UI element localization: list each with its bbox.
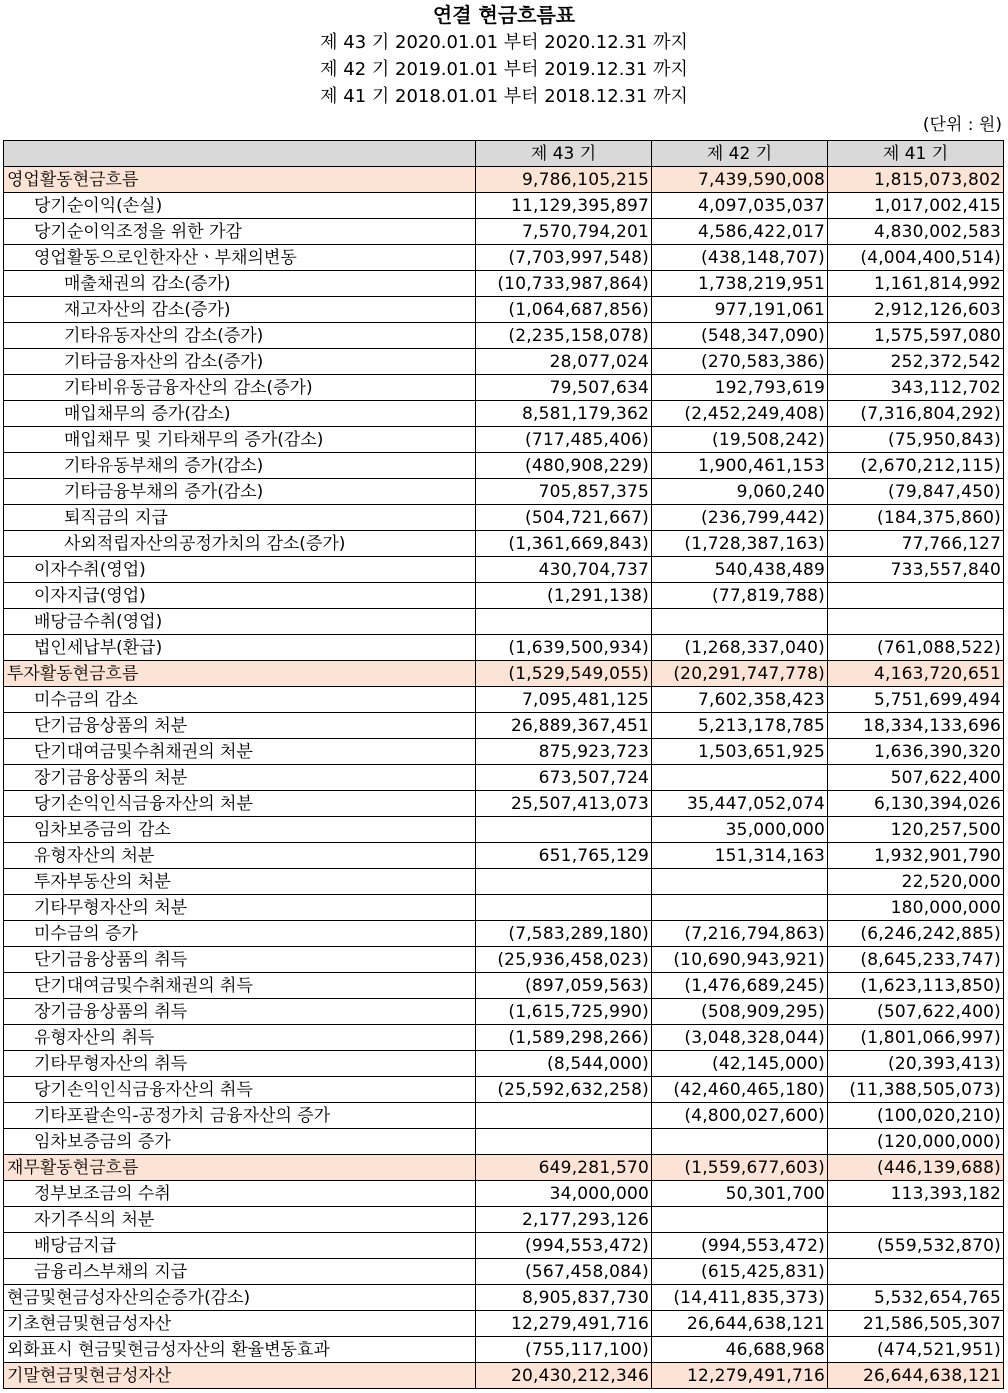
statement-title: 연결 현금흐름표 xyxy=(432,3,576,27)
value-period-42: (14,411,835,373) xyxy=(652,1285,828,1311)
value-period-41: (4,004,400,514) xyxy=(828,245,1004,271)
value-period-43: (25,936,458,023) xyxy=(476,947,652,973)
value-period-43: (1,589,298,266) xyxy=(476,1025,652,1051)
value-period-43: 673,507,724 xyxy=(476,765,652,791)
table-header-row xyxy=(4,141,1004,167)
value-period-41: 120,257,500 xyxy=(828,817,1004,843)
row-label: 투자활동현금흐름 xyxy=(4,661,476,687)
row-label: 사외적립자산의공정가치의 감소(증가) xyxy=(4,531,476,557)
row-label: 배당금수취(영업) xyxy=(4,609,476,635)
row-label: 기말현금및현금성자산 xyxy=(4,1363,476,1389)
value-period-42: 1,503,651,925 xyxy=(652,739,828,765)
period-line-41: 제 41 기 2018.01.01 부터 2018.12.31 까지 xyxy=(320,86,688,107)
row-label: 기타비유동금융자산의 감소(증가) xyxy=(4,375,476,401)
value-period-43: (480,908,229) xyxy=(476,453,652,479)
value-period-42 xyxy=(652,869,828,895)
value-period-41: (6,246,242,885) xyxy=(828,921,1004,947)
table-row xyxy=(4,843,1004,869)
row-label: 이자수취(영업) xyxy=(4,557,476,583)
value-period-42 xyxy=(652,895,828,921)
table-row xyxy=(4,193,1004,219)
value-period-42: (2,452,249,408) xyxy=(652,401,828,427)
header-period-43: 제 43 기 xyxy=(476,141,652,167)
value-period-42: (548,347,090) xyxy=(652,323,828,349)
row-label: 투자부동산의 처분 xyxy=(4,869,476,895)
value-period-43: (897,059,563) xyxy=(476,973,652,999)
row-label: 단기금융상품의 취득 xyxy=(4,947,476,973)
value-period-42: (19,508,242) xyxy=(652,427,828,453)
value-period-42 xyxy=(652,609,828,635)
value-period-41: 5,751,699,494 xyxy=(828,687,1004,713)
value-period-42: (1,476,689,245) xyxy=(652,973,828,999)
value-period-42: 35,000,000 xyxy=(652,817,828,843)
value-period-41: 2,912,126,603 xyxy=(828,297,1004,323)
value-period-41: 22,520,000 xyxy=(828,869,1004,895)
table-row xyxy=(4,1155,1004,1181)
value-period-41: 733,557,840 xyxy=(828,557,1004,583)
row-label: 재무활동현금흐름 xyxy=(4,1155,476,1181)
table-row xyxy=(4,791,1004,817)
table-row xyxy=(4,1181,1004,1207)
row-label: 자기주식의 처분 xyxy=(4,1207,476,1233)
value-period-43: 7,095,481,125 xyxy=(476,687,652,713)
value-period-43: 875,923,723 xyxy=(476,739,652,765)
value-period-41: (1,801,066,997) xyxy=(828,1025,1004,1051)
row-label: 기타금융부채의 증가(감소) xyxy=(4,479,476,505)
value-period-42: (236,799,442) xyxy=(652,505,828,531)
row-label: 법인세납부(환급) xyxy=(4,635,476,661)
value-period-42: (10,690,943,921) xyxy=(652,947,828,973)
table-row xyxy=(4,687,1004,713)
table-row xyxy=(4,1129,1004,1155)
value-period-41: 1,636,390,320 xyxy=(828,739,1004,765)
table-row xyxy=(4,921,1004,947)
table-row xyxy=(4,713,1004,739)
table-row xyxy=(4,765,1004,791)
row-label: 임차보증금의 감소 xyxy=(4,817,476,843)
value-period-41: 1,815,073,802 xyxy=(828,167,1004,193)
table-row xyxy=(4,583,1004,609)
table-row xyxy=(4,1337,1004,1363)
row-label: 기초현금및현금성자산 xyxy=(4,1311,476,1337)
unit-label: (단위 : 원) xyxy=(922,115,1002,135)
value-period-41: (11,388,505,073) xyxy=(828,1077,1004,1103)
value-period-43: (10,733,987,864) xyxy=(476,271,652,297)
table-row xyxy=(4,479,1004,505)
value-period-43 xyxy=(476,1129,652,1155)
row-label: 영업활동현금흐름 xyxy=(4,167,476,193)
value-period-42: (20,291,747,778) xyxy=(652,661,828,687)
table-row xyxy=(4,297,1004,323)
table-row xyxy=(4,505,1004,531)
table-row xyxy=(4,739,1004,765)
value-period-43: (994,553,472) xyxy=(476,1233,652,1259)
row-label: 당기손익인식금융자산의 처분 xyxy=(4,791,476,817)
value-period-41: (7,316,804,292) xyxy=(828,401,1004,427)
value-period-42: (508,909,295) xyxy=(652,999,828,1025)
row-label: 배당금지급 xyxy=(4,1233,476,1259)
table-row xyxy=(4,609,1004,635)
value-period-42 xyxy=(652,1129,828,1155)
value-period-43: 34,000,000 xyxy=(476,1181,652,1207)
table-row xyxy=(4,557,1004,583)
value-period-42: (1,559,677,603) xyxy=(652,1155,828,1181)
value-period-42: (4,800,027,600) xyxy=(652,1103,828,1129)
value-period-41: (120,000,000) xyxy=(828,1129,1004,1155)
value-period-42: 4,586,422,017 xyxy=(652,219,828,245)
value-period-41: 5,532,654,765 xyxy=(828,1285,1004,1311)
row-label: 매입채무 및 기타채무의 증가(감소) xyxy=(4,427,476,453)
value-period-42: (438,148,707) xyxy=(652,245,828,271)
value-period-43: (1,639,500,934) xyxy=(476,635,652,661)
table-row xyxy=(4,375,1004,401)
table-row xyxy=(4,869,1004,895)
header-label-cell xyxy=(4,141,476,167)
value-period-41: (2,670,212,115) xyxy=(828,453,1004,479)
value-period-42: (1,268,337,040) xyxy=(652,635,828,661)
value-period-41: (1,623,113,850) xyxy=(828,973,1004,999)
table-row xyxy=(4,895,1004,921)
value-period-43: 705,857,375 xyxy=(476,479,652,505)
value-period-41 xyxy=(828,583,1004,609)
value-period-42: 151,314,163 xyxy=(652,843,828,869)
value-period-41: 4,830,002,583 xyxy=(828,219,1004,245)
value-period-41: 6,130,394,026 xyxy=(828,791,1004,817)
value-period-42: (994,553,472) xyxy=(652,1233,828,1259)
value-period-41: 1,575,597,080 xyxy=(828,323,1004,349)
value-period-43: 26,889,367,451 xyxy=(476,713,652,739)
value-period-43: 20,430,212,346 xyxy=(476,1363,652,1389)
value-period-41: (184,375,860) xyxy=(828,505,1004,531)
row-label: 매출채권의 감소(증가) xyxy=(4,271,476,297)
value-period-41: (761,088,522) xyxy=(828,635,1004,661)
value-period-41: (79,847,450) xyxy=(828,479,1004,505)
table-row xyxy=(4,401,1004,427)
value-period-41: 18,334,133,696 xyxy=(828,713,1004,739)
row-label: 현금및현금성자산의순증가(감소) xyxy=(4,1285,476,1311)
value-period-43: 2,177,293,126 xyxy=(476,1207,652,1233)
value-period-41 xyxy=(828,1207,1004,1233)
row-label: 임차보증금의 증가 xyxy=(4,1129,476,1155)
value-period-42: 26,644,638,121 xyxy=(652,1311,828,1337)
value-period-41: (75,950,843) xyxy=(828,427,1004,453)
table-row xyxy=(4,1103,1004,1129)
value-period-43: 651,765,129 xyxy=(476,843,652,869)
value-period-43: 9,786,105,215 xyxy=(476,167,652,193)
value-period-41: (8,645,233,747) xyxy=(828,947,1004,973)
table-row xyxy=(4,219,1004,245)
value-period-42: 7,602,358,423 xyxy=(652,687,828,713)
value-period-42: (270,583,386) xyxy=(652,349,828,375)
row-label: 단기대여금및수취채권의 취득 xyxy=(4,973,476,999)
row-label: 기타금융자산의 감소(증가) xyxy=(4,349,476,375)
value-period-43: 25,507,413,073 xyxy=(476,791,652,817)
row-label: 미수금의 감소 xyxy=(4,687,476,713)
value-period-43: 11,129,395,897 xyxy=(476,193,652,219)
value-period-42: 35,447,052,074 xyxy=(652,791,828,817)
value-period-43: (2,235,158,078) xyxy=(476,323,652,349)
table-row xyxy=(4,1259,1004,1285)
row-label: 장기금융상품의 처분 xyxy=(4,765,476,791)
value-period-43: (1,361,669,843) xyxy=(476,531,652,557)
value-period-41: 4,163,720,651 xyxy=(828,661,1004,687)
header-period-41: 제 41 기 xyxy=(828,141,1004,167)
value-period-42: (3,048,328,044) xyxy=(652,1025,828,1051)
value-period-42: (7,216,794,863) xyxy=(652,921,828,947)
value-period-41: 21,586,505,307 xyxy=(828,1311,1004,1337)
table-row xyxy=(4,167,1004,193)
value-period-42: 50,301,700 xyxy=(652,1181,828,1207)
value-period-43: (1,064,687,856) xyxy=(476,297,652,323)
cash-flow-table xyxy=(3,140,1004,1389)
value-period-42 xyxy=(652,765,828,791)
value-period-41: (474,521,951) xyxy=(828,1337,1004,1363)
table-row xyxy=(4,349,1004,375)
row-label: 영업활동으로인한자산ㆍ부채의변동 xyxy=(4,245,476,271)
row-label: 기타유동자산의 감소(증가) xyxy=(4,323,476,349)
value-period-41 xyxy=(828,609,1004,635)
value-period-43: (1,615,725,990) xyxy=(476,999,652,1025)
value-period-43: (8,544,000) xyxy=(476,1051,652,1077)
value-period-42: (42,145,000) xyxy=(652,1051,828,1077)
value-period-42: (42,460,465,180) xyxy=(652,1077,828,1103)
value-period-43: 12,279,491,716 xyxy=(476,1311,652,1337)
value-period-43: (504,721,667) xyxy=(476,505,652,531)
table-row xyxy=(4,1207,1004,1233)
table-row xyxy=(4,427,1004,453)
value-period-41: 252,372,542 xyxy=(828,349,1004,375)
value-period-42: 192,793,619 xyxy=(652,375,828,401)
table-row xyxy=(4,817,1004,843)
value-period-41: 1,161,814,992 xyxy=(828,271,1004,297)
row-label: 단기금융상품의 처분 xyxy=(4,713,476,739)
table-row xyxy=(4,973,1004,999)
table-row xyxy=(4,947,1004,973)
value-period-43: (7,583,289,180) xyxy=(476,921,652,947)
value-period-41: (507,622,400) xyxy=(828,999,1004,1025)
row-label: 금융리스부채의 지급 xyxy=(4,1259,476,1285)
row-label: 정부보조금의 수취 xyxy=(4,1181,476,1207)
value-period-41: 1,017,002,415 xyxy=(828,193,1004,219)
table-row xyxy=(4,531,1004,557)
value-period-43 xyxy=(476,895,652,921)
value-period-41: (100,020,210) xyxy=(828,1103,1004,1129)
table-row xyxy=(4,323,1004,349)
row-label: 유형자산의 처분 xyxy=(4,843,476,869)
row-label: 기타유동부채의 증가(감소) xyxy=(4,453,476,479)
value-period-43: (7,703,997,548) xyxy=(476,245,652,271)
table-row xyxy=(4,271,1004,297)
table-row xyxy=(4,635,1004,661)
value-period-41: 507,622,400 xyxy=(828,765,1004,791)
row-label: 기타무형자산의 취득 xyxy=(4,1051,476,1077)
value-period-42: 540,438,489 xyxy=(652,557,828,583)
value-period-41: 1,932,901,790 xyxy=(828,843,1004,869)
value-period-41: (446,139,688) xyxy=(828,1155,1004,1181)
row-label: 단기대여금및수취채권의 처분 xyxy=(4,739,476,765)
value-period-42 xyxy=(652,1207,828,1233)
value-period-42: 12,279,491,716 xyxy=(652,1363,828,1389)
value-period-43: 7,570,794,201 xyxy=(476,219,652,245)
value-period-43 xyxy=(476,869,652,895)
value-period-42: 4,097,035,037 xyxy=(652,193,828,219)
value-period-41: (20,393,413) xyxy=(828,1051,1004,1077)
value-period-41: 77,766,127 xyxy=(828,531,1004,557)
value-period-42: (1,728,387,163) xyxy=(652,531,828,557)
value-period-42: 977,191,061 xyxy=(652,297,828,323)
value-period-41: 180,000,000 xyxy=(828,895,1004,921)
value-period-43: 79,507,634 xyxy=(476,375,652,401)
table-row xyxy=(4,1051,1004,1077)
period-line-42: 제 42 기 2019.01.01 부터 2019.12.31 까지 xyxy=(320,59,688,80)
value-period-41: (559,532,870) xyxy=(828,1233,1004,1259)
value-period-43: (755,117,100) xyxy=(476,1337,652,1363)
value-period-43: 8,581,179,362 xyxy=(476,401,652,427)
header-period-42: 제 42 기 xyxy=(652,141,828,167)
table-row xyxy=(4,999,1004,1025)
row-label: 이자지급(영업) xyxy=(4,583,476,609)
row-label: 기타포괄손익-공정가치 금융자산의 증가 xyxy=(4,1103,476,1129)
value-period-42: (77,819,788) xyxy=(652,583,828,609)
table-row xyxy=(4,1077,1004,1103)
value-period-43 xyxy=(476,609,652,635)
value-period-43: (25,592,632,258) xyxy=(476,1077,652,1103)
table-row xyxy=(4,1311,1004,1337)
row-label: 당기손익인식금융자산의 취득 xyxy=(4,1077,476,1103)
row-label: 당기순이익(손실) xyxy=(4,193,476,219)
row-label: 매입채무의 증가(감소) xyxy=(4,401,476,427)
table-row xyxy=(4,1233,1004,1259)
row-label: 장기금융상품의 취득 xyxy=(4,999,476,1025)
value-period-43: (1,291,138) xyxy=(476,583,652,609)
value-period-42: 5,213,178,785 xyxy=(652,713,828,739)
value-period-42: 9,060,240 xyxy=(652,479,828,505)
value-period-43: 430,704,737 xyxy=(476,557,652,583)
value-period-43 xyxy=(476,1103,652,1129)
value-period-41: 26,644,638,121 xyxy=(828,1363,1004,1389)
table-row xyxy=(4,1363,1004,1389)
value-period-43: (717,485,406) xyxy=(476,427,652,453)
row-label: 퇴직금의 지급 xyxy=(4,505,476,531)
value-period-41: 343,112,702 xyxy=(828,375,1004,401)
value-period-43: 649,281,570 xyxy=(476,1155,652,1181)
value-period-42: 1,900,461,153 xyxy=(652,453,828,479)
row-label: 유형자산의 취득 xyxy=(4,1025,476,1051)
table-row xyxy=(4,1285,1004,1311)
value-period-41: 113,393,182 xyxy=(828,1181,1004,1207)
row-label: 당기순이익조정을 위한 가감 xyxy=(4,219,476,245)
row-label: 기타무형자산의 처분 xyxy=(4,895,476,921)
table-row xyxy=(4,1025,1004,1051)
row-label: 재고자산의 감소(증가) xyxy=(4,297,476,323)
table-row xyxy=(4,661,1004,687)
value-period-43: 28,077,024 xyxy=(476,349,652,375)
value-period-43: (567,458,084) xyxy=(476,1259,652,1285)
value-period-41 xyxy=(828,1259,1004,1285)
period-line-43: 제 43 기 2020.01.01 부터 2020.12.31 까지 xyxy=(320,32,688,53)
row-label: 미수금의 증가 xyxy=(4,921,476,947)
value-period-42: 1,738,219,951 xyxy=(652,271,828,297)
value-period-42: (615,425,831) xyxy=(652,1259,828,1285)
value-period-42: 7,439,590,008 xyxy=(652,167,828,193)
table-row xyxy=(4,245,1004,271)
value-period-42: 46,688,968 xyxy=(652,1337,828,1363)
table-row xyxy=(4,453,1004,479)
value-period-43: 8,905,837,730 xyxy=(476,1285,652,1311)
row-label: 외화표시 현금및현금성자산의 환율변동효과 xyxy=(4,1337,476,1363)
value-period-43 xyxy=(476,817,652,843)
value-period-43: (1,529,549,055) xyxy=(476,661,652,687)
